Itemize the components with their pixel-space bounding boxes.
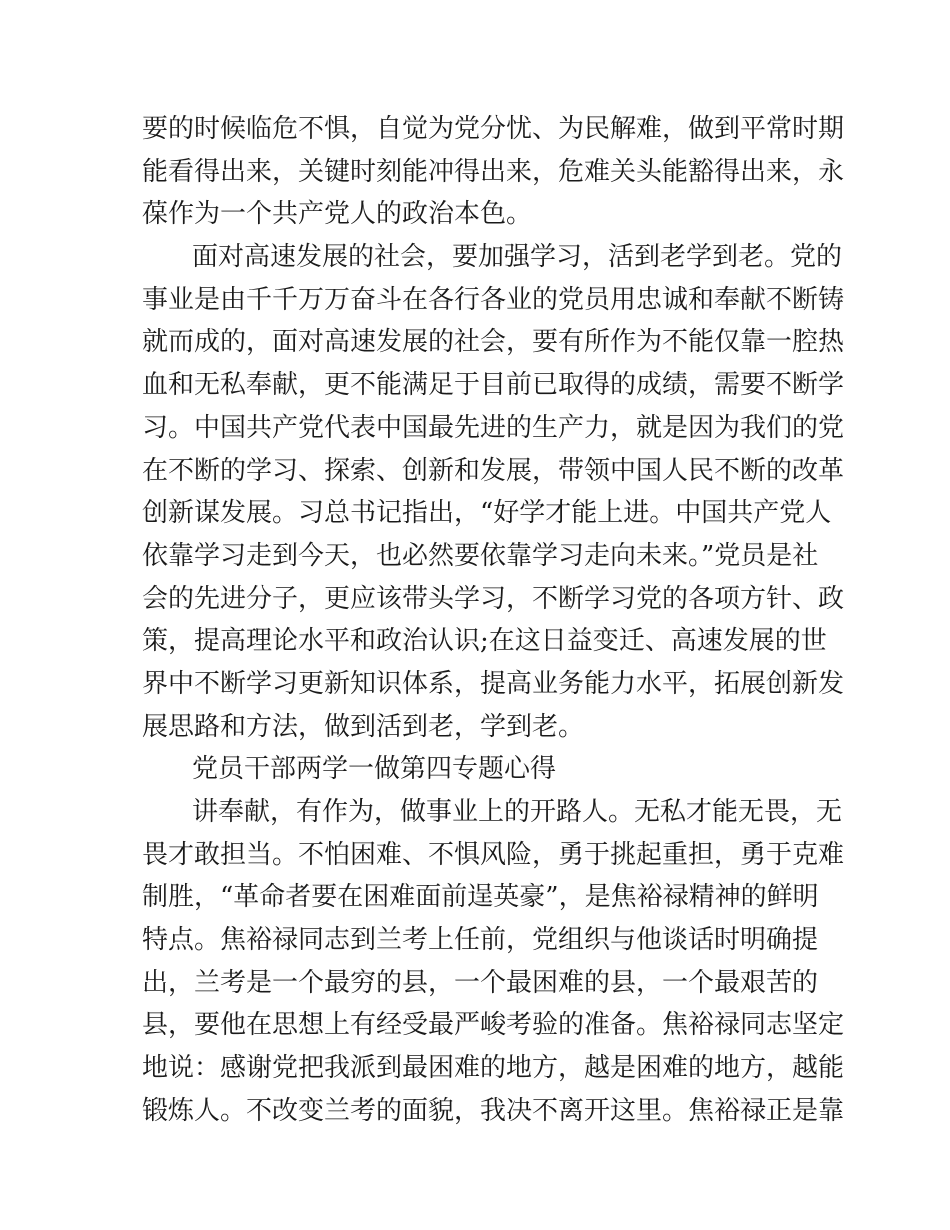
text-line: 出，兰考是一个最穷的县，一个最困难的县，一个最艰苦的 — [142, 967, 819, 998]
text-line: 就而成的，面对高速发展的社会，要有所作为不能仅靠一腔热 — [142, 327, 845, 358]
text-line: 习。中国共产党代表中国最先进的生产力，就是因为我们的党 — [142, 412, 845, 443]
text-line: 依靠学习走到今天，也必然要依靠学习走向未来。”党员是社 — [142, 540, 819, 571]
text-line: 讲奉献，有作为，做事业上的开路人。无私才能无畏，无 — [192, 797, 843, 827]
text-line: 制胜，“革命者要在困难面前逞英豪”，是焦裕禄精神的鲜明 — [142, 882, 819, 913]
text-line: 策，提高理论水平和政治认识;在这日益变迁、高速发展的世 — [142, 626, 827, 657]
text-line: 特点。焦裕禄同志到兰考上任前，党组织与他谈话时明确提 — [142, 925, 819, 956]
text-line: 创新谋发展。习总书记指出，“好学才能上进。中国共产党人 — [142, 498, 832, 529]
text-line: 葆作为一个共产党人的政治本色。 — [142, 199, 533, 230]
text-line: 党员干部两学一做第四专题心得 — [192, 754, 557, 785]
text-line: 能看得出来，关键时刻能冲得出来，危难关头能豁得出来，永 — [142, 156, 845, 187]
text-line: 要的时候临危不惧，自觉为党分忧、为民解难，做到平常时期 — [142, 114, 845, 144]
text-line: 县，要他在思想上有经受最严峻考验的准备。焦裕禄同志坚定 — [142, 1010, 845, 1041]
text-line: 在不断的学习、探索、创新和发展，带领中国人民不断的改革 — [142, 455, 845, 486]
document-body — [142, 108, 845, 1133]
text-line: 血和无私奉献，更不能满足于目前已取得的成绩，需要不断学 — [142, 370, 845, 401]
text-line: 畏才敢担当。不怕困难、不惧风险，勇于挑起重担，勇于克难 — [142, 839, 845, 870]
text-line: 事业是由千千万万奋斗在各行各业的党员用忠诚和奉献不断铸 — [142, 284, 845, 315]
text-line: 面对高速发展的社会，要加强学习，活到老学到老。党的 — [192, 242, 843, 273]
text-line: 展思路和方法，做到活到老，学到老。 — [142, 711, 585, 742]
text-line: 界中不断学习更新知识体系，提高业务能力水平，拓展创新发 — [142, 668, 845, 699]
text-line: 锻炼人。不改变兰考的面貌，我决不离开这里。焦裕禄正是靠 — [142, 1095, 845, 1126]
text-line: 会的先进分子，更应该带头学习，不断学习党的各项方针、政 — [142, 583, 845, 614]
text-line: 地说：感谢党把我派到最困难的地方，越是困难的地方，越能 — [142, 1053, 845, 1084]
